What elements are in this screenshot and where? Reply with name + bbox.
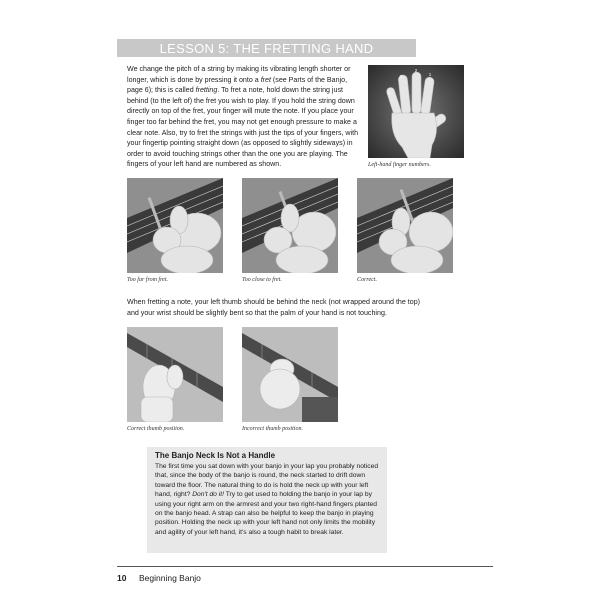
left-hand-photo <box>368 65 464 158</box>
thumb-caption-incorrect: Incorrect thumb position. <box>242 426 303 432</box>
fret-caption-too-close: Too close to fret. <box>242 277 282 283</box>
sidebar-text-part: Try to get used to holding the banjo in your lap by using your right arm on the armrest and your two right-hand fingers planted on the banjo head. A strap can also be helpful to keep the banjo in playing position. Holding the neck up with your left hand not only limits the mobility and agility of your left hand, it's also a tough habit to break later. <box>155 491 377 536</box>
hand-caption: Left-hand finger numbers. <box>368 162 431 168</box>
thumb-photo-correct <box>127 327 223 422</box>
hand-illustration <box>368 65 464 158</box>
sidebar-text <box>155 462 379 537</box>
thumb-caption-correct: Correct thumb position. <box>127 426 185 432</box>
intro-term-fretting: fretting <box>195 86 218 95</box>
finger-number-4: 4 <box>387 91 391 96</box>
intro-paragraph <box>127 64 361 170</box>
finger-number-2: 2 <box>414 68 418 73</box>
fret-photo-too-far <box>127 178 223 273</box>
intro-term-fret: fret <box>260 75 271 84</box>
lesson-title: LESSON 5: THE FRETTING HAND <box>117 39 416 57</box>
sidebar-title: The Banjo Neck Is Not a Handle <box>155 451 276 460</box>
finger-number-1: 1 <box>428 72 432 77</box>
banjo-neck-sidebar <box>147 447 387 553</box>
finger-number-3: 3 <box>399 74 403 79</box>
fret-caption-too-far: Too far from fret. <box>127 277 169 283</box>
page-number: 10 <box>117 573 127 583</box>
intro-text: We change the pitch of a string by making its vibrating length shorter or longer, which is done by pressing it onto a <box>127 65 351 84</box>
book-title: Beginning Banjo <box>139 573 201 583</box>
thumb-paragraph: When fretting a note, your left thumb should be behind the neck (not wrapped around the top) and your wrist should be slightly bent so that the palm of your hand is not touching. <box>127 298 421 317</box>
fret-caption-correct: Correct. <box>357 277 377 283</box>
intro-text: . To fret a note, hold down the string just behind (to the left of) the fret you wish to play. If you hold the string down directly on top of the fret, your finger will mute the note. If you place your finger too far behind the fret, you may not get enough pressure to make a clear note. Also, try to fret the strings with just the tips of your fingers, with your fingertip pointing straight down (as opposed to slightly sideways) in order to avoid touching strings other than the one you are playing. The fingers of your left hand are numbered as shown. <box>127 86 359 169</box>
intro-text: (see Parts of the Banjo, page 6); this is called <box>127 75 348 95</box>
footer-rule <box>117 566 493 567</box>
fret-photo-correct <box>357 178 453 273</box>
thumb-photo-incorrect <box>242 327 338 422</box>
sidebar-emphasis: Don't do it! <box>192 491 224 499</box>
sidebar-text-part: The first time you sat down with your banjo in your lap you probably noticed that, since the body of the banjo is round, the neck started to drift down toward the floor. The natural thing to do is hold the neck up with your left hand, right? <box>155 463 379 499</box>
fret-photo-too-close <box>242 178 338 273</box>
